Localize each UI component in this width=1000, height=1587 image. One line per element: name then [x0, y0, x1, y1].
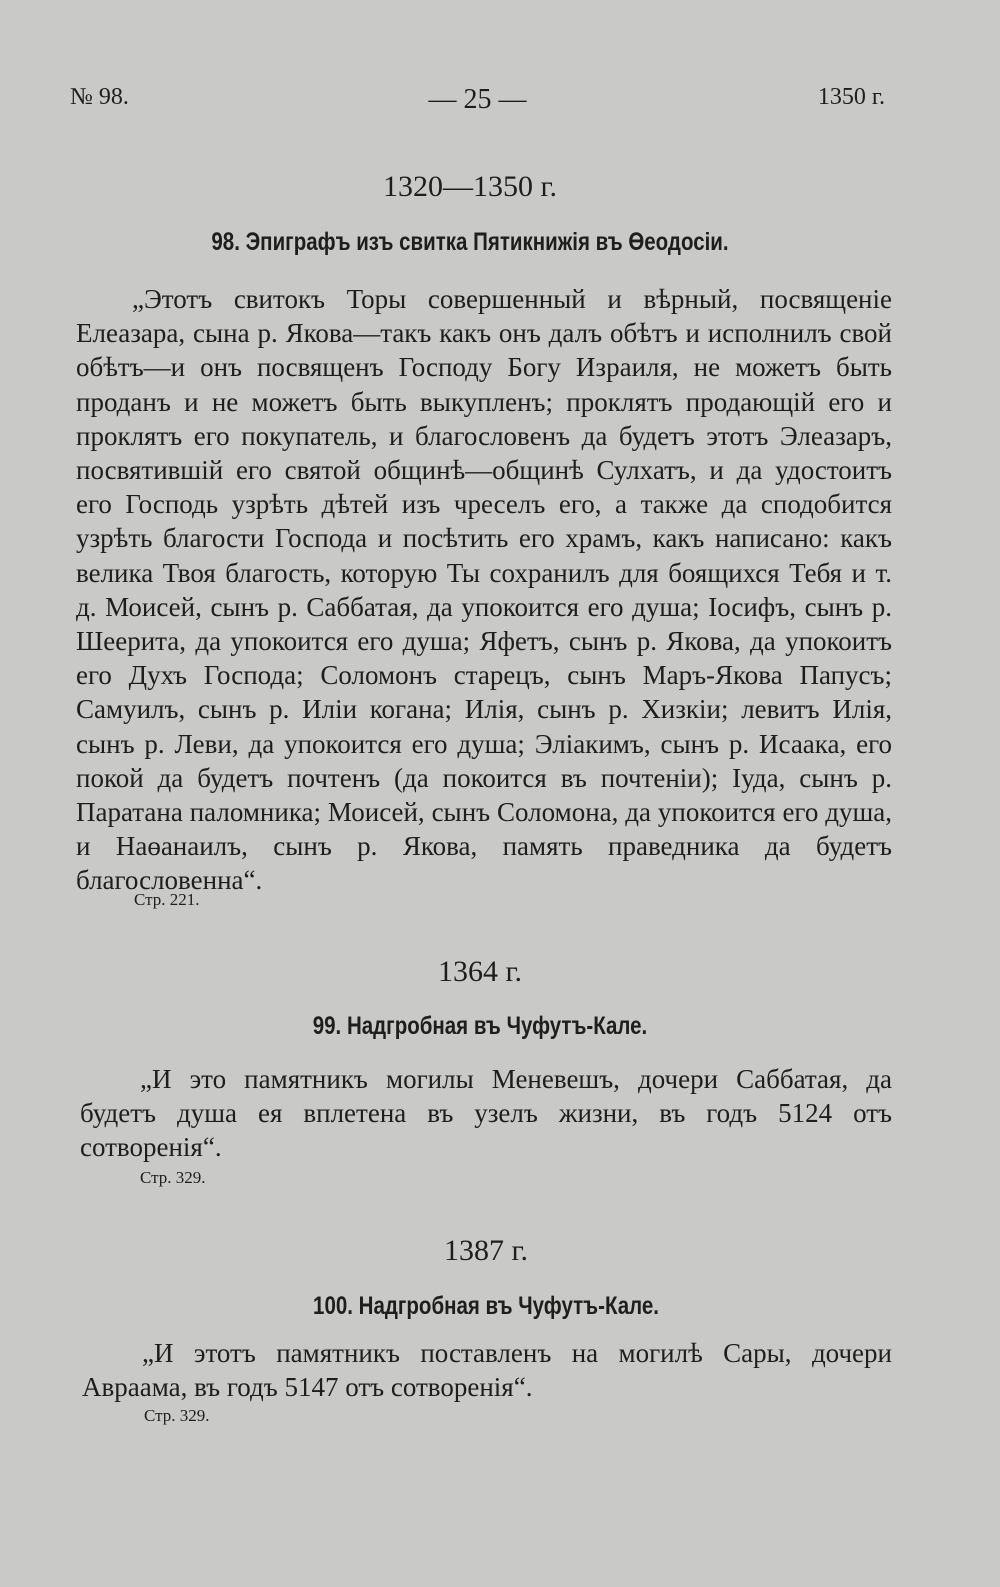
- section-year: 1320—1350 г.: [383, 170, 557, 203]
- page-header: [70, 84, 885, 124]
- section-text: „И этотъ памятникъ поставленъ на могилѣ Сары, дочери Авраама, въ годъ 5147 отъ сотворенія“.: [82, 1338, 892, 1403]
- section-title: 98. Эпиграфъ изъ свитка Пятикнижія въ Өеодосіи.: [211, 228, 729, 256]
- section-text: „Этотъ свитокъ Торы совершенный и вѣрный, посвященіе Елеазара, сына р. Якова—такъ какъ онъ далъ обѣтъ и исполнилъ свой обѣтъ—и онъ посвященъ Господу Богу Израиля, не можетъ быть проданъ и не можетъ быть выкупленъ; проклятъ продающій его и проклятъ его покупатель, и благословенъ да будетъ этотъ Элеазаръ, посвятившій его святой общинѣ—общинѣ Сулхатъ, и да удостоитъ его Господь узрѣть дѣтей изъ чреселъ его, а также да сподобится узрѣть благости Господа и посѣтить его храмъ, какъ написано: какъ велика Твоя благость, которую Ты сохранилъ для боящихся Тебя и т. д. Моисей, сынъ р. Саббатая, да упокоится его душа; Іосифъ, сынъ р. Шеерита, да упокоится его душа; Яфетъ, сынъ р. Якова, да упокоитъ его Духъ Господа; Соломонъ старецъ, сынъ Маръ-Якова Папусъ; Самуилъ, сынъ р. Иліи когана; Илія, сынъ р. Хизкіи; левитъ Илія, сынъ р. Леви, да упокоится его душа; Эліакимъ, сынъ р. Исаака, его покой да будетъ почтенъ (да покоится въ почтеніи); Іуда, сынъ р. Паратана паломника; Моисей, сынъ Соломона, да упокоится его душа, и Наөанаилъ, сынъ р. Якова, память праведника да будетъ благословенна“.: [76, 284, 892, 896]
- page-reference: Стр. 221.: [134, 890, 200, 909]
- section-text: „И это памятникъ могилы Меневешъ, дочери Саббатая, да будетъ душа ея вплетена въ узелъ жизни, въ годъ 5124 отъ сотворенія“.: [80, 1064, 892, 1163]
- page-reference: Стр. 329.: [144, 1406, 210, 1425]
- section-title: 99. Надгробная въ Чуфутъ-Кале.: [312, 1012, 648, 1040]
- page-number: — 25 —: [428, 84, 527, 115]
- section-year: 1387 г.: [444, 1234, 528, 1267]
- section-year: 1364 г.: [438, 955, 522, 988]
- header-year: 1350 г.: [817, 84, 885, 110]
- entry-number: № 98.: [70, 84, 129, 110]
- page-reference: Стр. 329.: [140, 1168, 206, 1187]
- section-title: 100. Надгробная въ Чуфутъ-Кале.: [313, 1292, 659, 1320]
